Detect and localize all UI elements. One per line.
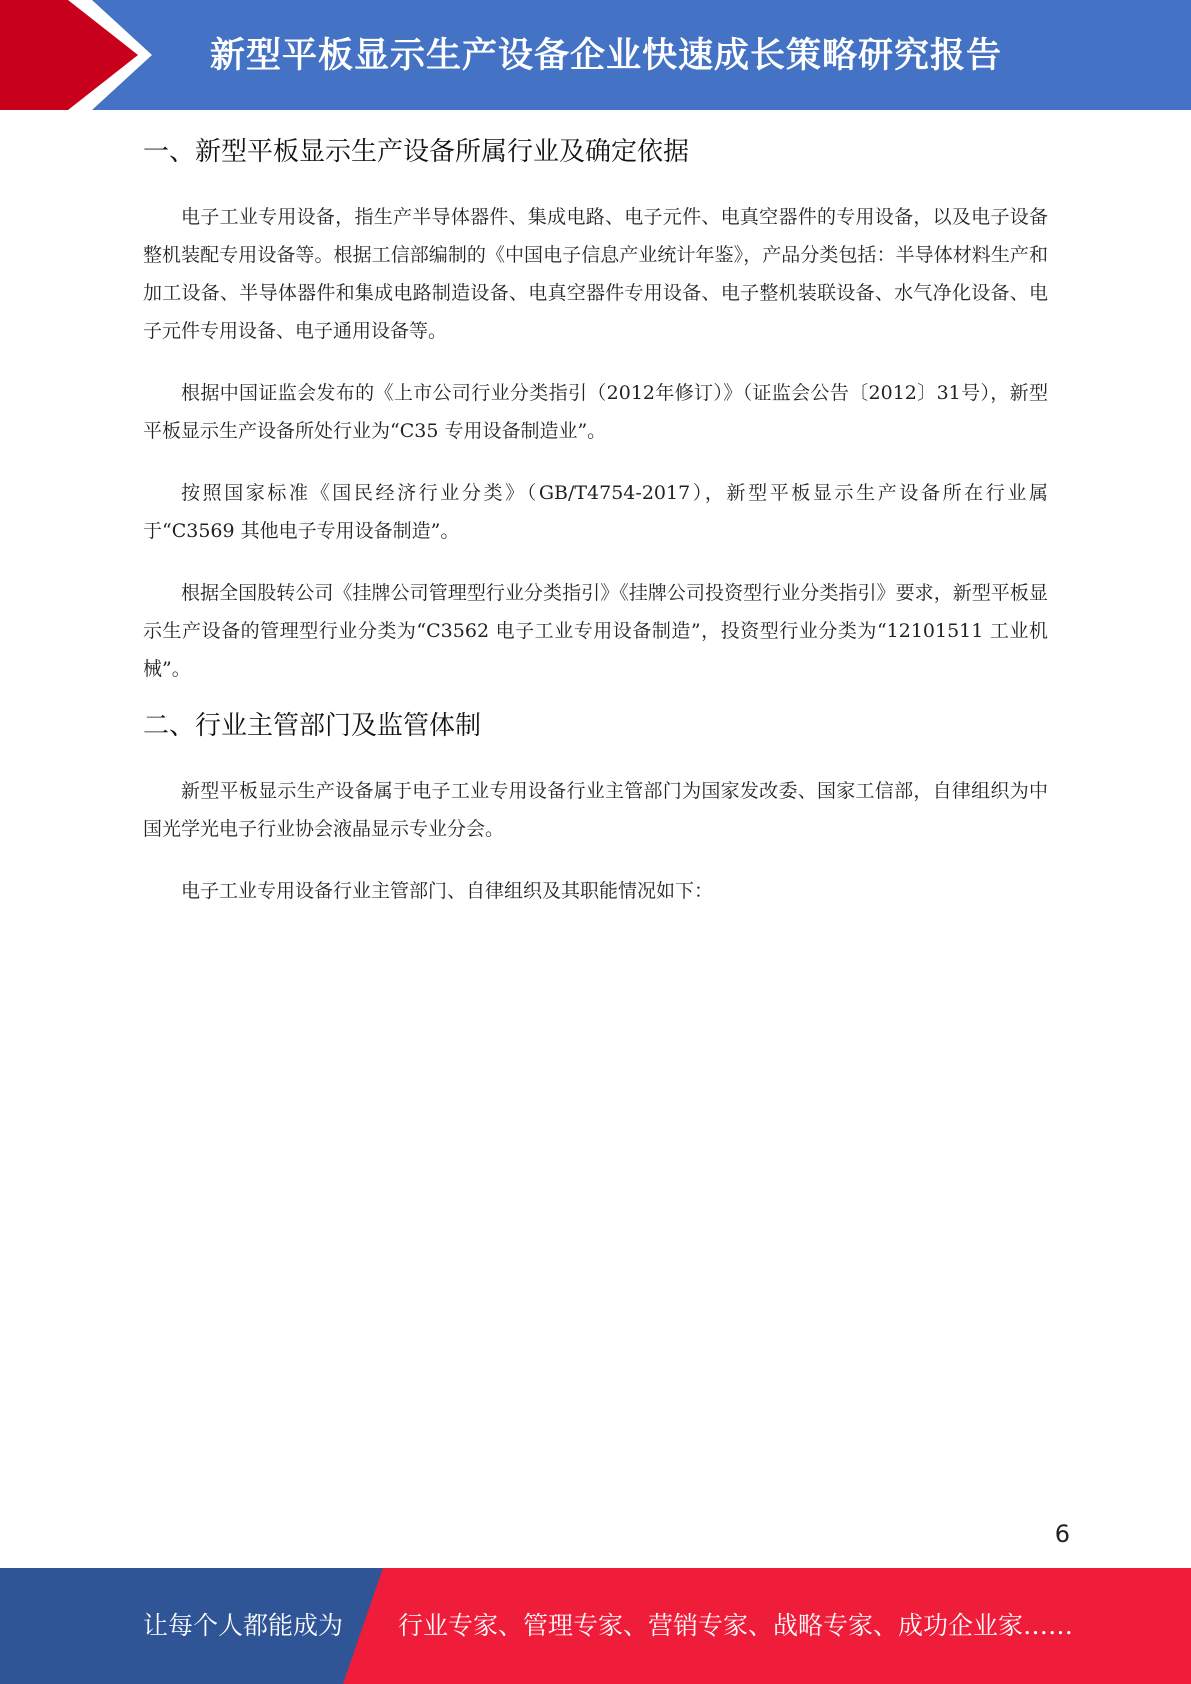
section-2-heading: 二、行业主管部门及监管体制	[143, 711, 482, 741]
header-red-chevron	[0, 0, 148, 110]
page-header	[0, 0, 1191, 110]
section-1-paragraph-4: 根据全国股转公司《挂牌公司管理型行业分类指引》《挂牌公司投资型行业分类指引》要求，新型平板显示生产设备的管理型行业分类为“C3562 电子工业专用设备制造”，投资型行业分类为“12101511 工业机械”。	[143, 582, 1048, 680]
page-footer	[0, 1568, 1191, 1684]
page-content	[143, 128, 1048, 910]
page-number: 6	[1054, 1520, 1070, 1548]
report-title: 新型平板显示生产设备企业快速成长策略研究报告	[210, 36, 1003, 76]
footer-slogan-left: 让每个人都能成为	[143, 1611, 344, 1640]
section-1-paragraph-2: 根据中国证监会发布的《上市公司行业分类指引（2012年修订）》（证监会公告〔2012〕31号），新型平板显示生产设备所处行业为“C35 专用设备制造业”。	[143, 382, 1048, 442]
footer-slogan-right: 行业专家、管理专家、营销专家、战略专家、成功企业家……	[398, 1611, 1074, 1640]
section-1-paragraph-1: 电子工业专用设备，指生产半导体器件、集成电路、电子元件、电真空器件的专用设备，以及电子设备整机装配专用设备等。根据工信部编制的《中国电子信息产业统计年鉴》，产品分类包括：半导体材料生产和加工设备、半导体器件和集成电路制造设备、电真空器件专用设备、电子整机装联设备、水气净化设备、电子元件专用设备、电子通用设备等。	[143, 206, 1048, 342]
section-2-paragraph-1: 新型平板显示生产设备属于电子工业专用设备行业主管部门为国家发改委、国家工信部，自律组织为中国光学光电子行业协会液晶显示专业分会。	[143, 780, 1048, 840]
section-2-paragraph-2: 电子工业专用设备行业主管部门、自律组织及其职能情况如下：	[181, 880, 714, 902]
section-1-paragraph-3: 按照国家标准《国民经济行业分类》（GB/T4754-2017），新型平板显示生产设备所在行业属于“C3569 其他电子专用设备制造”。	[143, 482, 1048, 542]
section-1-heading: 一、新型平板显示生产设备所属行业及确定依据	[143, 137, 690, 167]
